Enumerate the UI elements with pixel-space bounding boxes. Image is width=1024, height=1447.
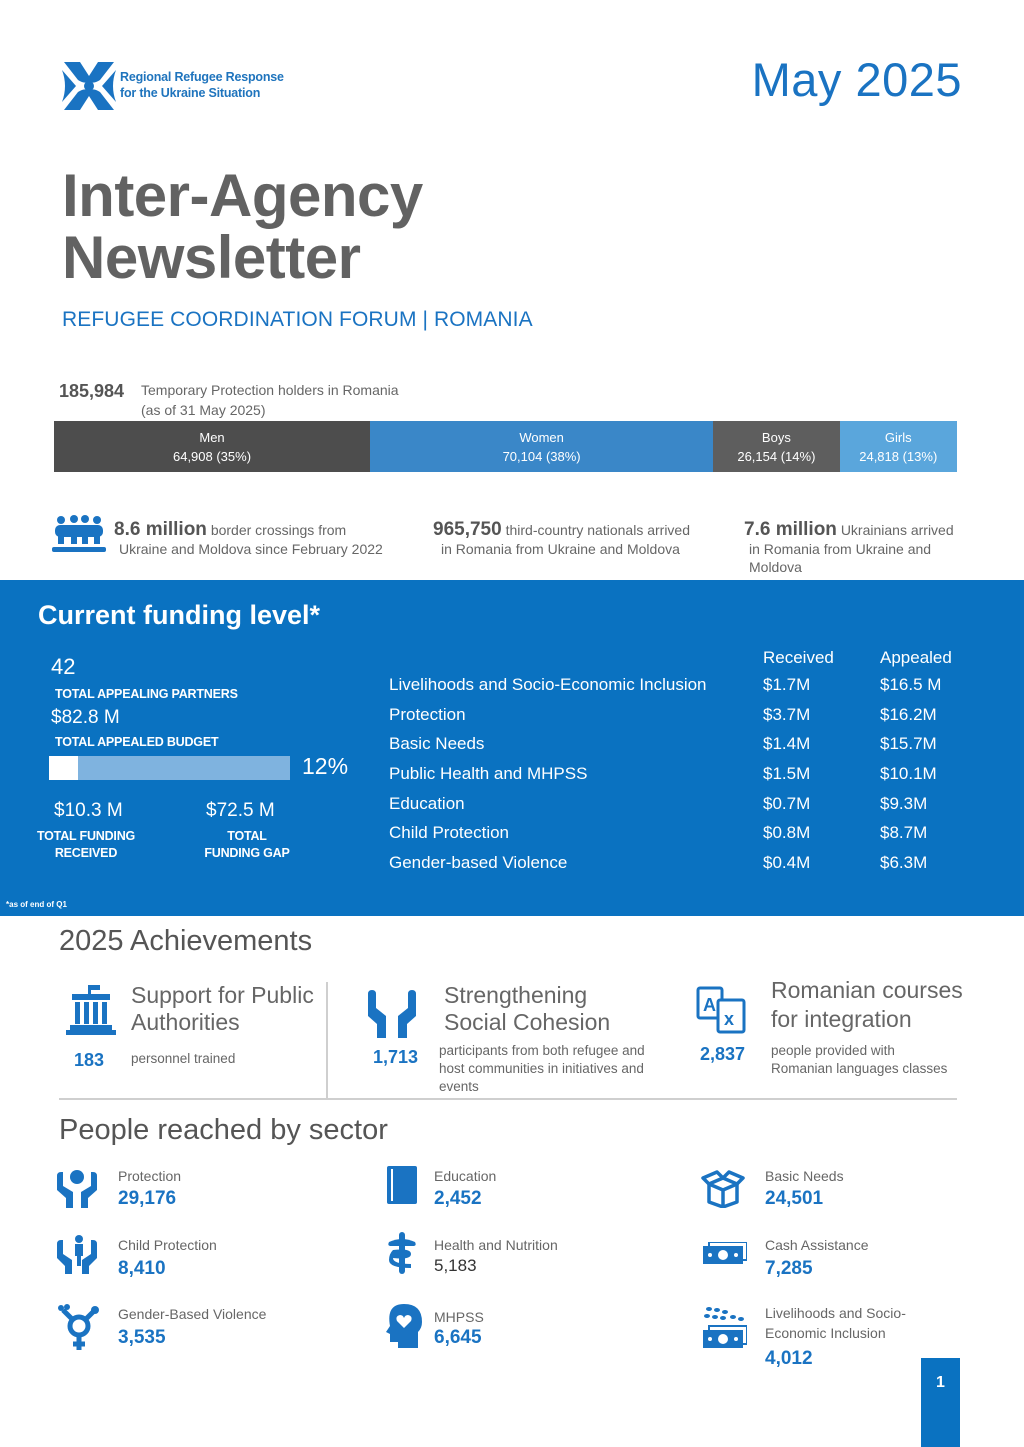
funding-percent: 12% [302, 753, 349, 779]
funding-title: Current funding level* [38, 600, 321, 630]
translate-icon [696, 986, 748, 1038]
received-label-line1: TOTAL FUNDING [36, 829, 136, 843]
sector-value: 6,645 [434, 1327, 482, 1348]
stat-text: Ukrainians arrived [840, 522, 954, 538]
stat-third-country-nationals [433, 520, 690, 559]
sector-name: Child Protection [389, 823, 510, 843]
health-icon [387, 1232, 417, 1274]
sectors-title: People reached by sector [59, 1114, 388, 1146]
sector-name: Public Health and MHPSS [389, 763, 588, 783]
segment-label: Women [519, 429, 564, 445]
sector-label: Gender-Based Violence [118, 1306, 267, 1322]
received-amount: $1.4M [763, 734, 811, 754]
table-header [389, 646, 989, 670]
achievement-title [771, 976, 963, 1034]
appealed-amount: $16.5 M [880, 674, 942, 694]
page-number: 1 [921, 1358, 960, 1447]
stat-value: 965,750 [433, 519, 502, 540]
sector-value: 8,410 [118, 1258, 166, 1279]
sector-label-line2: Economic Inclusion [765, 1325, 886, 1341]
tp-label-line2: (as of 31 May 2025) [141, 402, 266, 418]
received-amount: $0.8M [763, 823, 811, 843]
achievement-title-line1: Romanian courses [771, 977, 963, 1003]
tp-segment-boys [713, 421, 839, 472]
education-book-icon [387, 1166, 417, 1204]
sector-value: 2,452 [434, 1188, 482, 1209]
budget-value: $82.8 M [51, 707, 120, 728]
sector-label: Basic Needs [765, 1168, 844, 1184]
sector-label: Education [434, 1168, 497, 1184]
achievement-title-line1: Strengthening [444, 982, 588, 1008]
received-label [34, 828, 138, 862]
received-amount: $0.4M [763, 852, 811, 872]
sector-label: MHPSS [434, 1309, 484, 1325]
gap-value: $72.5 M [206, 800, 275, 821]
received-amount: $1.7M [763, 674, 811, 694]
achievement-desc-line2: Romanian languages classes [771, 1061, 948, 1076]
stat-value: 7.6 million [744, 519, 837, 540]
government-building-icon [66, 985, 116, 1035]
achievement-desc-line1: participants from both refugee and [439, 1043, 645, 1058]
achievement-desc-line1: people provided with [771, 1043, 895, 1058]
column-header-received: Received [763, 648, 834, 667]
table-row [389, 818, 989, 848]
gap-label [200, 828, 294, 862]
issue-date: May 2025 [751, 53, 962, 106]
appealed-amount: $16.2M [880, 704, 937, 724]
gender-icon [57, 1304, 101, 1352]
achievement-title-line2: Social Cohesion [444, 1009, 611, 1035]
sector-value: 5,183 [434, 1256, 477, 1275]
protection-icon [57, 1168, 97, 1208]
funding-progress-bar [49, 756, 290, 780]
received-amount: $3.7M [763, 704, 811, 724]
segment-label: Men [199, 429, 225, 445]
achievement-desc [439, 1042, 645, 1096]
achievement-desc [771, 1042, 947, 1078]
appealed-amount: $9.3M [880, 793, 928, 813]
achievement-value: 2,837 [700, 1044, 746, 1064]
appealed-amount: $8.7M [880, 823, 928, 843]
stat-text: third-country nationals arrived [505, 522, 690, 538]
sector-value: 29,176 [118, 1188, 177, 1209]
stat-text: in Romania from Ukraine and [749, 541, 932, 557]
funding-by-sector-table [389, 646, 989, 878]
segment-value: 64,908 (35%) [172, 448, 252, 464]
segment-label: Boys [761, 429, 791, 445]
achievement-desc: personnel trained [131, 1051, 236, 1066]
tp-demographic-bar [54, 421, 957, 472]
sector-name: Basic Needs [389, 734, 485, 754]
page-title [62, 162, 423, 291]
sector-label [765, 1303, 906, 1343]
box-icon [701, 1168, 745, 1208]
table-row [389, 729, 989, 759]
achievements-title: 2025 Achievements [59, 925, 313, 957]
sector-label-line1: Livelihoods and Socio- [765, 1305, 906, 1321]
tp-holders-label [141, 380, 399, 420]
achievement-desc-line2: host communities in initiatives and [439, 1061, 644, 1076]
logo-text-line1: Regional Refugee Response [120, 70, 284, 84]
segment-value: 26,154 (14%) [737, 448, 816, 464]
received-amount: $1.5M [763, 763, 811, 783]
achievement-title-line2: for integration [771, 1006, 912, 1032]
livelihoods-icon [703, 1306, 747, 1350]
gap-label-line1: TOTAL [227, 829, 267, 843]
column-header-appealed: Appealed [880, 648, 952, 667]
svg-text:A: A [703, 995, 716, 1015]
appealed-amount: $6.3M [880, 852, 928, 872]
divider [59, 1098, 957, 1100]
funding-progress-fill [49, 756, 78, 780]
gap-label-line2: FUNDING GAP [204, 846, 290, 860]
tp-segment-girls [840, 421, 957, 472]
stat-text: Moldova [749, 559, 802, 575]
people-group-icon [52, 514, 106, 554]
divider [326, 982, 328, 1098]
sector-label: Child Protection [118, 1237, 217, 1253]
sector-name: Education [389, 793, 465, 813]
regional-refugee-response-logo-icon [60, 58, 118, 114]
stat-value: 8.6 million [114, 519, 207, 540]
budget-label: TOTAL APPEALED BUDGET [55, 735, 219, 749]
achievement-value: 1,713 [373, 1047, 419, 1067]
sector-label: Health and Nutrition [434, 1237, 558, 1253]
appealed-amount: $10.1M [880, 763, 937, 783]
table-row [389, 789, 989, 819]
child-protection-icon [57, 1234, 97, 1274]
sector-name: Gender-based Violence [389, 852, 568, 872]
received-amount: $0.7M [763, 793, 811, 813]
sector-name: Livelihoods and Socio-Economic Inclusion [389, 674, 707, 694]
logo-text [120, 69, 284, 101]
achievement-desc-line3: events [439, 1079, 479, 1094]
achievement-title-line2: Authorities [131, 1009, 240, 1035]
partners-label: TOTAL APPEALING PARTNERS [55, 687, 238, 701]
cash-icon [703, 1242, 747, 1264]
title-line1: Inter-Agency [62, 162, 423, 229]
achievement-value: 183 [74, 1050, 105, 1070]
achievement-title-line1: Support for Public [131, 982, 314, 1008]
tp-label-line1: Temporary Protection holders in Romania [141, 382, 399, 398]
sector-label: Cash Assistance [765, 1237, 869, 1253]
stat-border-crossings [114, 520, 383, 559]
partners-value: 42 [51, 654, 76, 679]
received-value: $10.3 M [54, 800, 123, 821]
logo-text-line2: for the Ukraine Situation [120, 86, 261, 100]
stat-ukrainians-arrived [744, 520, 954, 576]
sector-label: Protection [118, 1168, 182, 1184]
sector-name: Protection [389, 704, 466, 724]
received-label-line2: RECEIVED [54, 846, 118, 860]
table-row [389, 700, 989, 730]
page-subtitle: REFUGEE COORDINATION FORUM | ROMANIA [62, 308, 533, 331]
mental-health-icon [386, 1304, 422, 1348]
segment-label: Girls [884, 429, 912, 445]
tp-segment-men [54, 421, 370, 472]
title-line2: Newsletter [62, 224, 361, 291]
tp-segment-women [370, 421, 713, 472]
appealed-amount: $15.7M [880, 734, 937, 754]
segment-value: 70,104 (38%) [502, 448, 581, 464]
sector-value: 24,501 [765, 1188, 824, 1209]
segment-value: 24,818 (13%) [859, 448, 938, 464]
sector-value: 3,535 [118, 1327, 166, 1348]
hands-icon [366, 990, 418, 1038]
funding-footnote: *as of end of Q1 [6, 900, 67, 909]
achievement-title [444, 982, 610, 1036]
stat-text: in Romania from Ukraine and Moldova [441, 541, 680, 557]
sector-value: 7,285 [765, 1258, 813, 1279]
table-row [389, 848, 989, 878]
table-row [389, 759, 989, 789]
table-row [389, 670, 989, 700]
tp-holders-total: 185,984 [59, 381, 125, 401]
sector-value: 4,012 [765, 1348, 813, 1369]
svg-text:x: x [724, 1009, 735, 1029]
stat-text: border crossings from [210, 522, 347, 538]
stat-text: Ukraine and Moldova since February 2022 [119, 541, 383, 557]
achievement-title [131, 982, 314, 1036]
